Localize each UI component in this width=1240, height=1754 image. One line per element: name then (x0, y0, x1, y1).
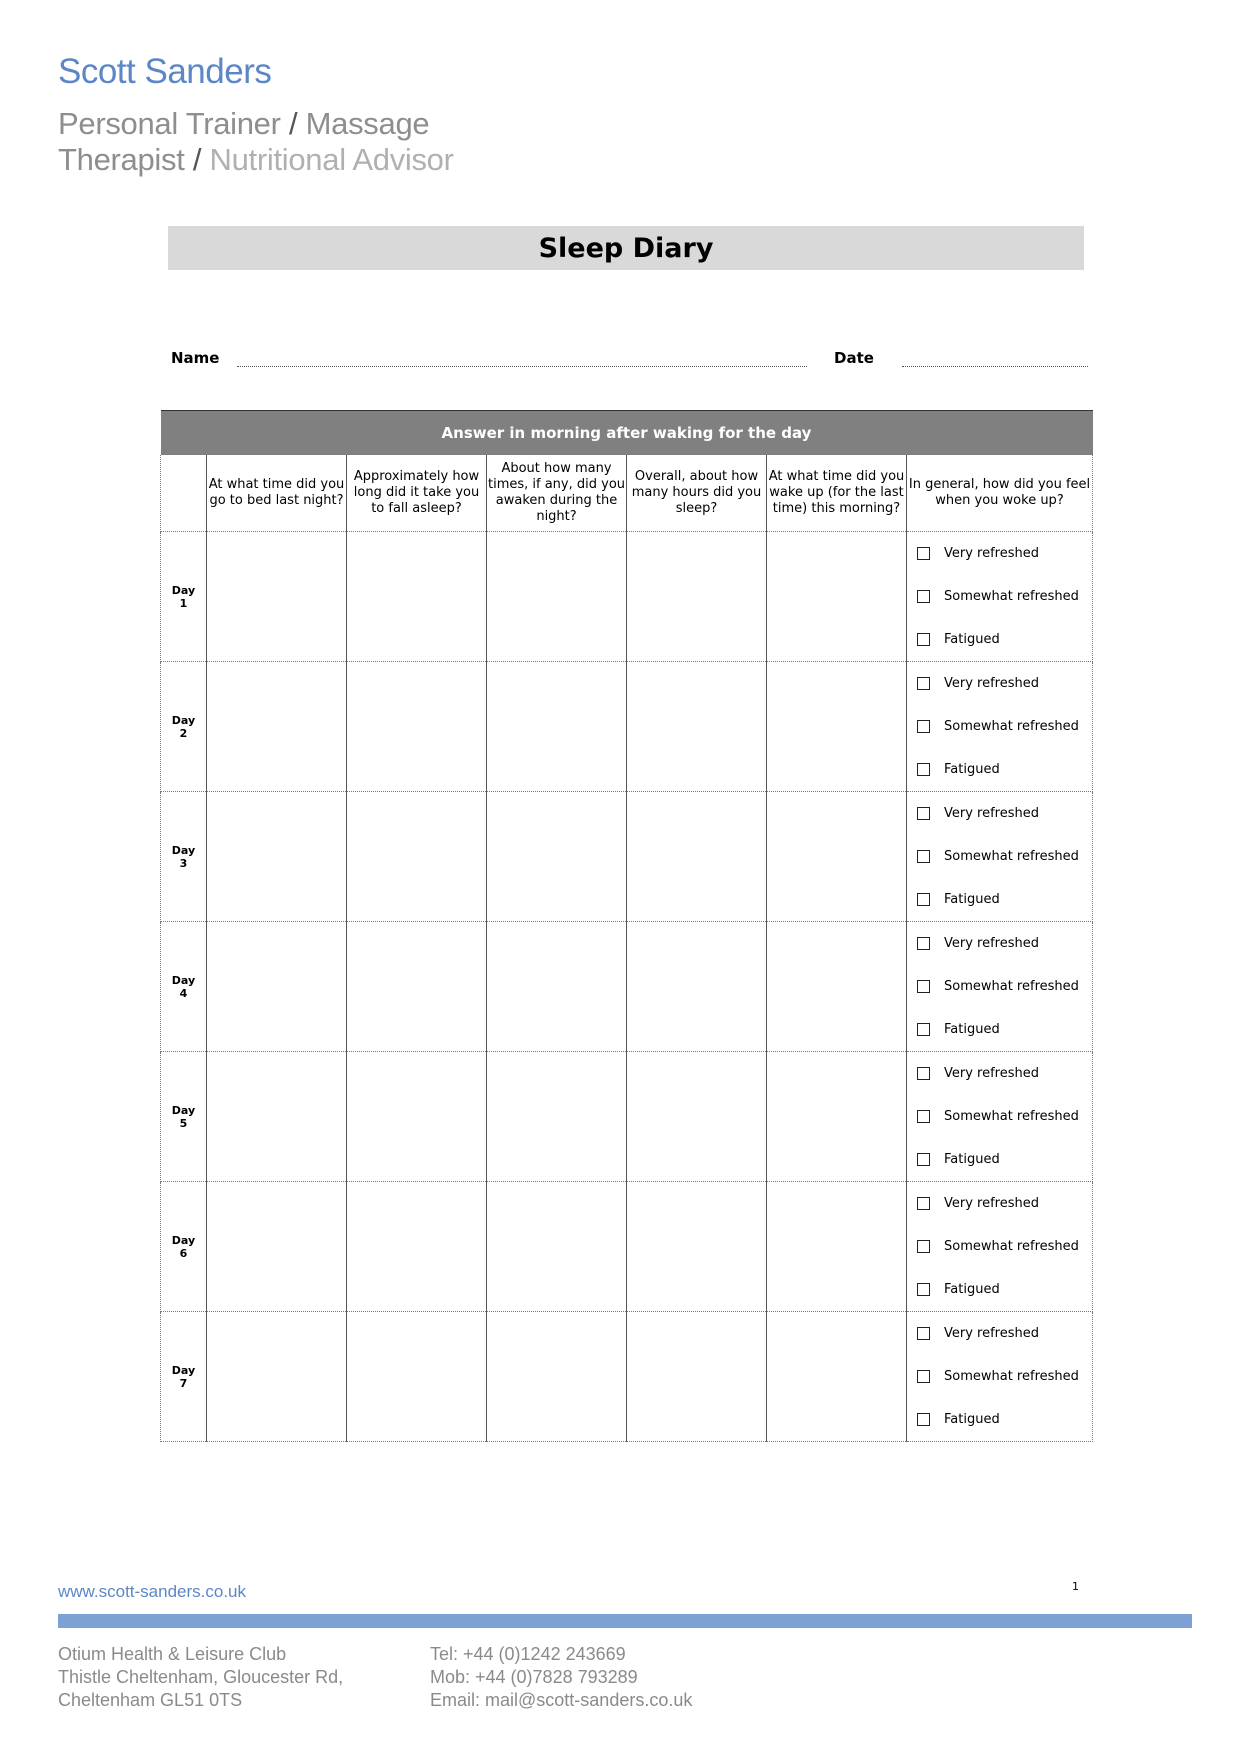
option-label: Very refreshed (944, 1195, 1040, 1211)
day-row (161, 1312, 1093, 1442)
header-bedtime: At what time did you go to bed last night? (207, 455, 347, 532)
option-label: Somewhat refreshed (944, 718, 1079, 734)
day-label-cell (161, 662, 207, 792)
checkbox[interactable] (917, 1327, 930, 1340)
option-label: Fatigued (944, 1411, 1000, 1427)
option-somewhat-refreshed[interactable] (917, 1369, 1092, 1385)
option-label: Very refreshed (944, 1065, 1040, 1081)
option-label: Very refreshed (944, 545, 1040, 561)
entry-cell[interactable] (207, 922, 347, 1052)
role-therapist: Therapist (58, 142, 185, 177)
day-number: 6 (179, 1246, 188, 1260)
checkbox[interactable] (917, 1110, 930, 1123)
entry-cell[interactable] (627, 532, 767, 662)
checkbox[interactable] (917, 677, 930, 690)
option-somewhat-refreshed[interactable] (917, 849, 1092, 865)
checkbox[interactable] (917, 893, 930, 906)
checkbox[interactable] (917, 807, 930, 820)
entry-cell[interactable] (767, 1182, 907, 1312)
checkbox[interactable] (917, 1023, 930, 1036)
checkbox[interactable] (917, 763, 930, 776)
option-label: Somewhat refreshed (944, 1368, 1079, 1384)
entry-cell[interactable] (627, 1312, 767, 1442)
entry-cell[interactable] (767, 922, 907, 1052)
header-hours-slept: Overall, about how many hours did you sleep? (627, 455, 767, 532)
role-separator: / (192, 142, 202, 177)
day-label-cell (161, 532, 207, 662)
checkbox[interactable] (917, 1370, 930, 1383)
address-line: Cheltenham GL51 0TS (58, 1690, 243, 1710)
entry-cell[interactable] (487, 532, 627, 662)
option-fatigued[interactable] (917, 1412, 1092, 1428)
entry-cell[interactable] (347, 792, 487, 922)
checkbox[interactable] (917, 1240, 930, 1253)
entry-cell[interactable] (627, 1052, 767, 1182)
checkbox[interactable] (917, 1413, 930, 1426)
address-block (58, 1643, 343, 1712)
feeling-cell (907, 1312, 1093, 1442)
option-very-refreshed[interactable] (917, 1326, 1092, 1342)
option-label: Fatigued (944, 761, 1000, 777)
feeling-cell (907, 792, 1093, 922)
option-very-refreshed[interactable] (917, 546, 1092, 562)
contact-tel: Tel: +44 (0)1242 243669 (430, 1644, 626, 1664)
checkbox[interactable] (917, 547, 930, 560)
option-fatigued[interactable] (917, 892, 1092, 908)
day-row (161, 532, 1093, 662)
day-label-cell (161, 792, 207, 922)
day-row (161, 792, 1093, 922)
feeling-cell (907, 922, 1093, 1052)
contact-block (430, 1643, 692, 1712)
entry-cell[interactable] (207, 792, 347, 922)
option-fatigued[interactable] (917, 632, 1092, 648)
day-row (161, 922, 1093, 1052)
day-label: Day (171, 1103, 196, 1117)
option-very-refreshed[interactable] (917, 676, 1092, 692)
page-title: Sleep Diary (538, 233, 714, 264)
entry-cell[interactable] (207, 532, 347, 662)
header-wake-time: At what time did you wake up (for the last time) this morning? (767, 455, 907, 532)
sleep-diary-table (160, 410, 1093, 1442)
day-label: Day (171, 583, 196, 597)
checkbox[interactable] (917, 1283, 930, 1296)
entry-cell[interactable] (487, 1182, 627, 1312)
day-label: Day (171, 973, 196, 987)
day-row (161, 1182, 1093, 1312)
entry-cell[interactable] (627, 1182, 767, 1312)
day-label-cell (161, 1052, 207, 1182)
checkbox[interactable] (917, 1153, 930, 1166)
feeling-options (907, 542, 1092, 652)
entry-cell[interactable] (347, 1312, 487, 1442)
day-number: 7 (179, 1376, 188, 1390)
feeling-options (907, 932, 1092, 1042)
entry-cell[interactable] (487, 792, 627, 922)
checkbox[interactable] (917, 633, 930, 646)
brand-role-line-2 (58, 142, 454, 178)
option-very-refreshed[interactable] (917, 806, 1092, 822)
brand-name: Scott Sanders (58, 52, 272, 91)
day-label: Day (171, 1363, 196, 1377)
option-label: Fatigued (944, 1151, 1000, 1167)
option-label: Very refreshed (944, 675, 1040, 691)
table-band-row (161, 411, 1093, 456)
feeling-options (907, 1322, 1092, 1432)
option-label: Very refreshed (944, 1325, 1040, 1341)
feeling-cell (907, 662, 1093, 792)
option-label: Very refreshed (944, 935, 1040, 951)
entry-cell[interactable] (207, 1312, 347, 1442)
entry-cell[interactable] (487, 1312, 627, 1442)
entry-cell[interactable] (767, 532, 907, 662)
day-number: 4 (179, 986, 188, 1000)
feeling-options (907, 1192, 1092, 1302)
header-feeling: In general, how did you feel when you woke up? (907, 455, 1093, 532)
entry-cell[interactable] (347, 1052, 487, 1182)
day-label-cell (161, 1182, 207, 1312)
entry-cell[interactable] (487, 1052, 627, 1182)
brand-role-line-1 (58, 106, 429, 142)
option-very-refreshed[interactable] (917, 936, 1092, 952)
option-label: Somewhat refreshed (944, 588, 1079, 604)
day-label: Day (171, 713, 196, 727)
day-number: 5 (179, 1116, 188, 1130)
header-fall-asleep: Approximately how long did it take you to fall asleep? (347, 455, 487, 532)
option-fatigued[interactable] (917, 1022, 1092, 1038)
title-bar (168, 226, 1084, 270)
checkbox[interactable] (917, 980, 930, 993)
feeling-cell (907, 532, 1093, 662)
entry-cell[interactable] (347, 532, 487, 662)
entry-cell[interactable] (767, 1052, 907, 1182)
address-line: Otium Health & Leisure Club (58, 1644, 287, 1664)
header-row (161, 455, 1093, 532)
role-separator: / (288, 106, 298, 141)
checkbox[interactable] (917, 937, 930, 950)
entry-cell[interactable] (767, 792, 907, 922)
option-label: Fatigued (944, 891, 1000, 907)
day-row (161, 1052, 1093, 1182)
option-label: Fatigued (944, 631, 1000, 647)
entry-cell[interactable] (207, 1182, 347, 1312)
entry-cell[interactable] (487, 662, 627, 792)
option-label: Fatigued (944, 1021, 1000, 1037)
role-massage: Massage (305, 106, 430, 141)
footer-bar (58, 1614, 1192, 1628)
option-somewhat-refreshed[interactable] (917, 1239, 1092, 1255)
day-number: 3 (179, 856, 188, 870)
option-very-refreshed[interactable] (917, 1066, 1092, 1082)
feeling-options (907, 1062, 1092, 1172)
checkbox[interactable] (917, 1067, 930, 1080)
day-label-cell (161, 922, 207, 1052)
option-somewhat-refreshed[interactable] (917, 589, 1092, 605)
option-somewhat-refreshed[interactable] (917, 719, 1092, 735)
website-link[interactable]: www.scott-sanders.co.uk (58, 1582, 247, 1601)
entry-cell[interactable] (207, 662, 347, 792)
day-label: Day (171, 1233, 196, 1247)
day-label-cell (161, 1312, 207, 1442)
header-day-blank (161, 455, 207, 532)
name-label: Name (171, 349, 220, 367)
entry-cell[interactable] (767, 1312, 907, 1442)
date-label: Date (834, 349, 874, 367)
option-label: Somewhat refreshed (944, 978, 1079, 994)
feeling-cell (907, 1052, 1093, 1182)
option-label: Very refreshed (944, 805, 1040, 821)
feeling-options (907, 802, 1092, 912)
contact-mob: Mob: +44 (0)7828 793289 (430, 1667, 638, 1687)
header-awakenings: About how many times, if any, did you awaken during the night? (487, 455, 627, 532)
option-label: Somewhat refreshed (944, 1108, 1079, 1124)
entry-cell[interactable] (207, 1052, 347, 1182)
table-band: Answer in morning after waking for the day (161, 411, 1093, 456)
address-line: Thistle Cheltenham, Gloucester Rd, (58, 1667, 344, 1687)
option-somewhat-refreshed[interactable] (917, 1109, 1092, 1125)
option-label: Fatigued (944, 1281, 1000, 1297)
option-very-refreshed[interactable] (917, 1196, 1092, 1212)
day-number: 2 (179, 726, 188, 740)
option-fatigued[interactable] (917, 762, 1092, 778)
entry-cell[interactable] (347, 922, 487, 1052)
day-label: Day (171, 843, 196, 857)
entry-cell[interactable] (487, 922, 627, 1052)
date-field[interactable] (902, 366, 1088, 367)
checkbox[interactable] (917, 720, 930, 733)
entry-cell[interactable] (347, 1182, 487, 1312)
role-personal-trainer: Personal Trainer (58, 106, 281, 141)
entry-cell[interactable] (767, 662, 907, 792)
day-number: 1 (179, 596, 188, 610)
role-nutritional-advisor: Nutritional Advisor (209, 142, 454, 177)
contact-email: Email: mail@scott-sanders.co.uk (430, 1690, 693, 1710)
day-row (161, 662, 1093, 792)
entry-cell[interactable] (627, 662, 767, 792)
name-field[interactable] (237, 366, 807, 367)
checkbox[interactable] (917, 590, 930, 603)
entry-cell[interactable] (627, 922, 767, 1052)
feeling-cell (907, 1182, 1093, 1312)
option-label: Somewhat refreshed (944, 1238, 1079, 1254)
checkbox[interactable] (917, 1197, 930, 1210)
entry-cell[interactable] (347, 662, 487, 792)
page-number: 1 (1072, 1580, 1079, 1593)
checkbox[interactable] (917, 850, 930, 863)
option-fatigued[interactable] (917, 1152, 1092, 1168)
option-fatigued[interactable] (917, 1282, 1092, 1298)
option-label: Somewhat refreshed (944, 848, 1079, 864)
entry-cell[interactable] (627, 792, 767, 922)
feeling-options (907, 672, 1092, 782)
option-somewhat-refreshed[interactable] (917, 979, 1092, 995)
